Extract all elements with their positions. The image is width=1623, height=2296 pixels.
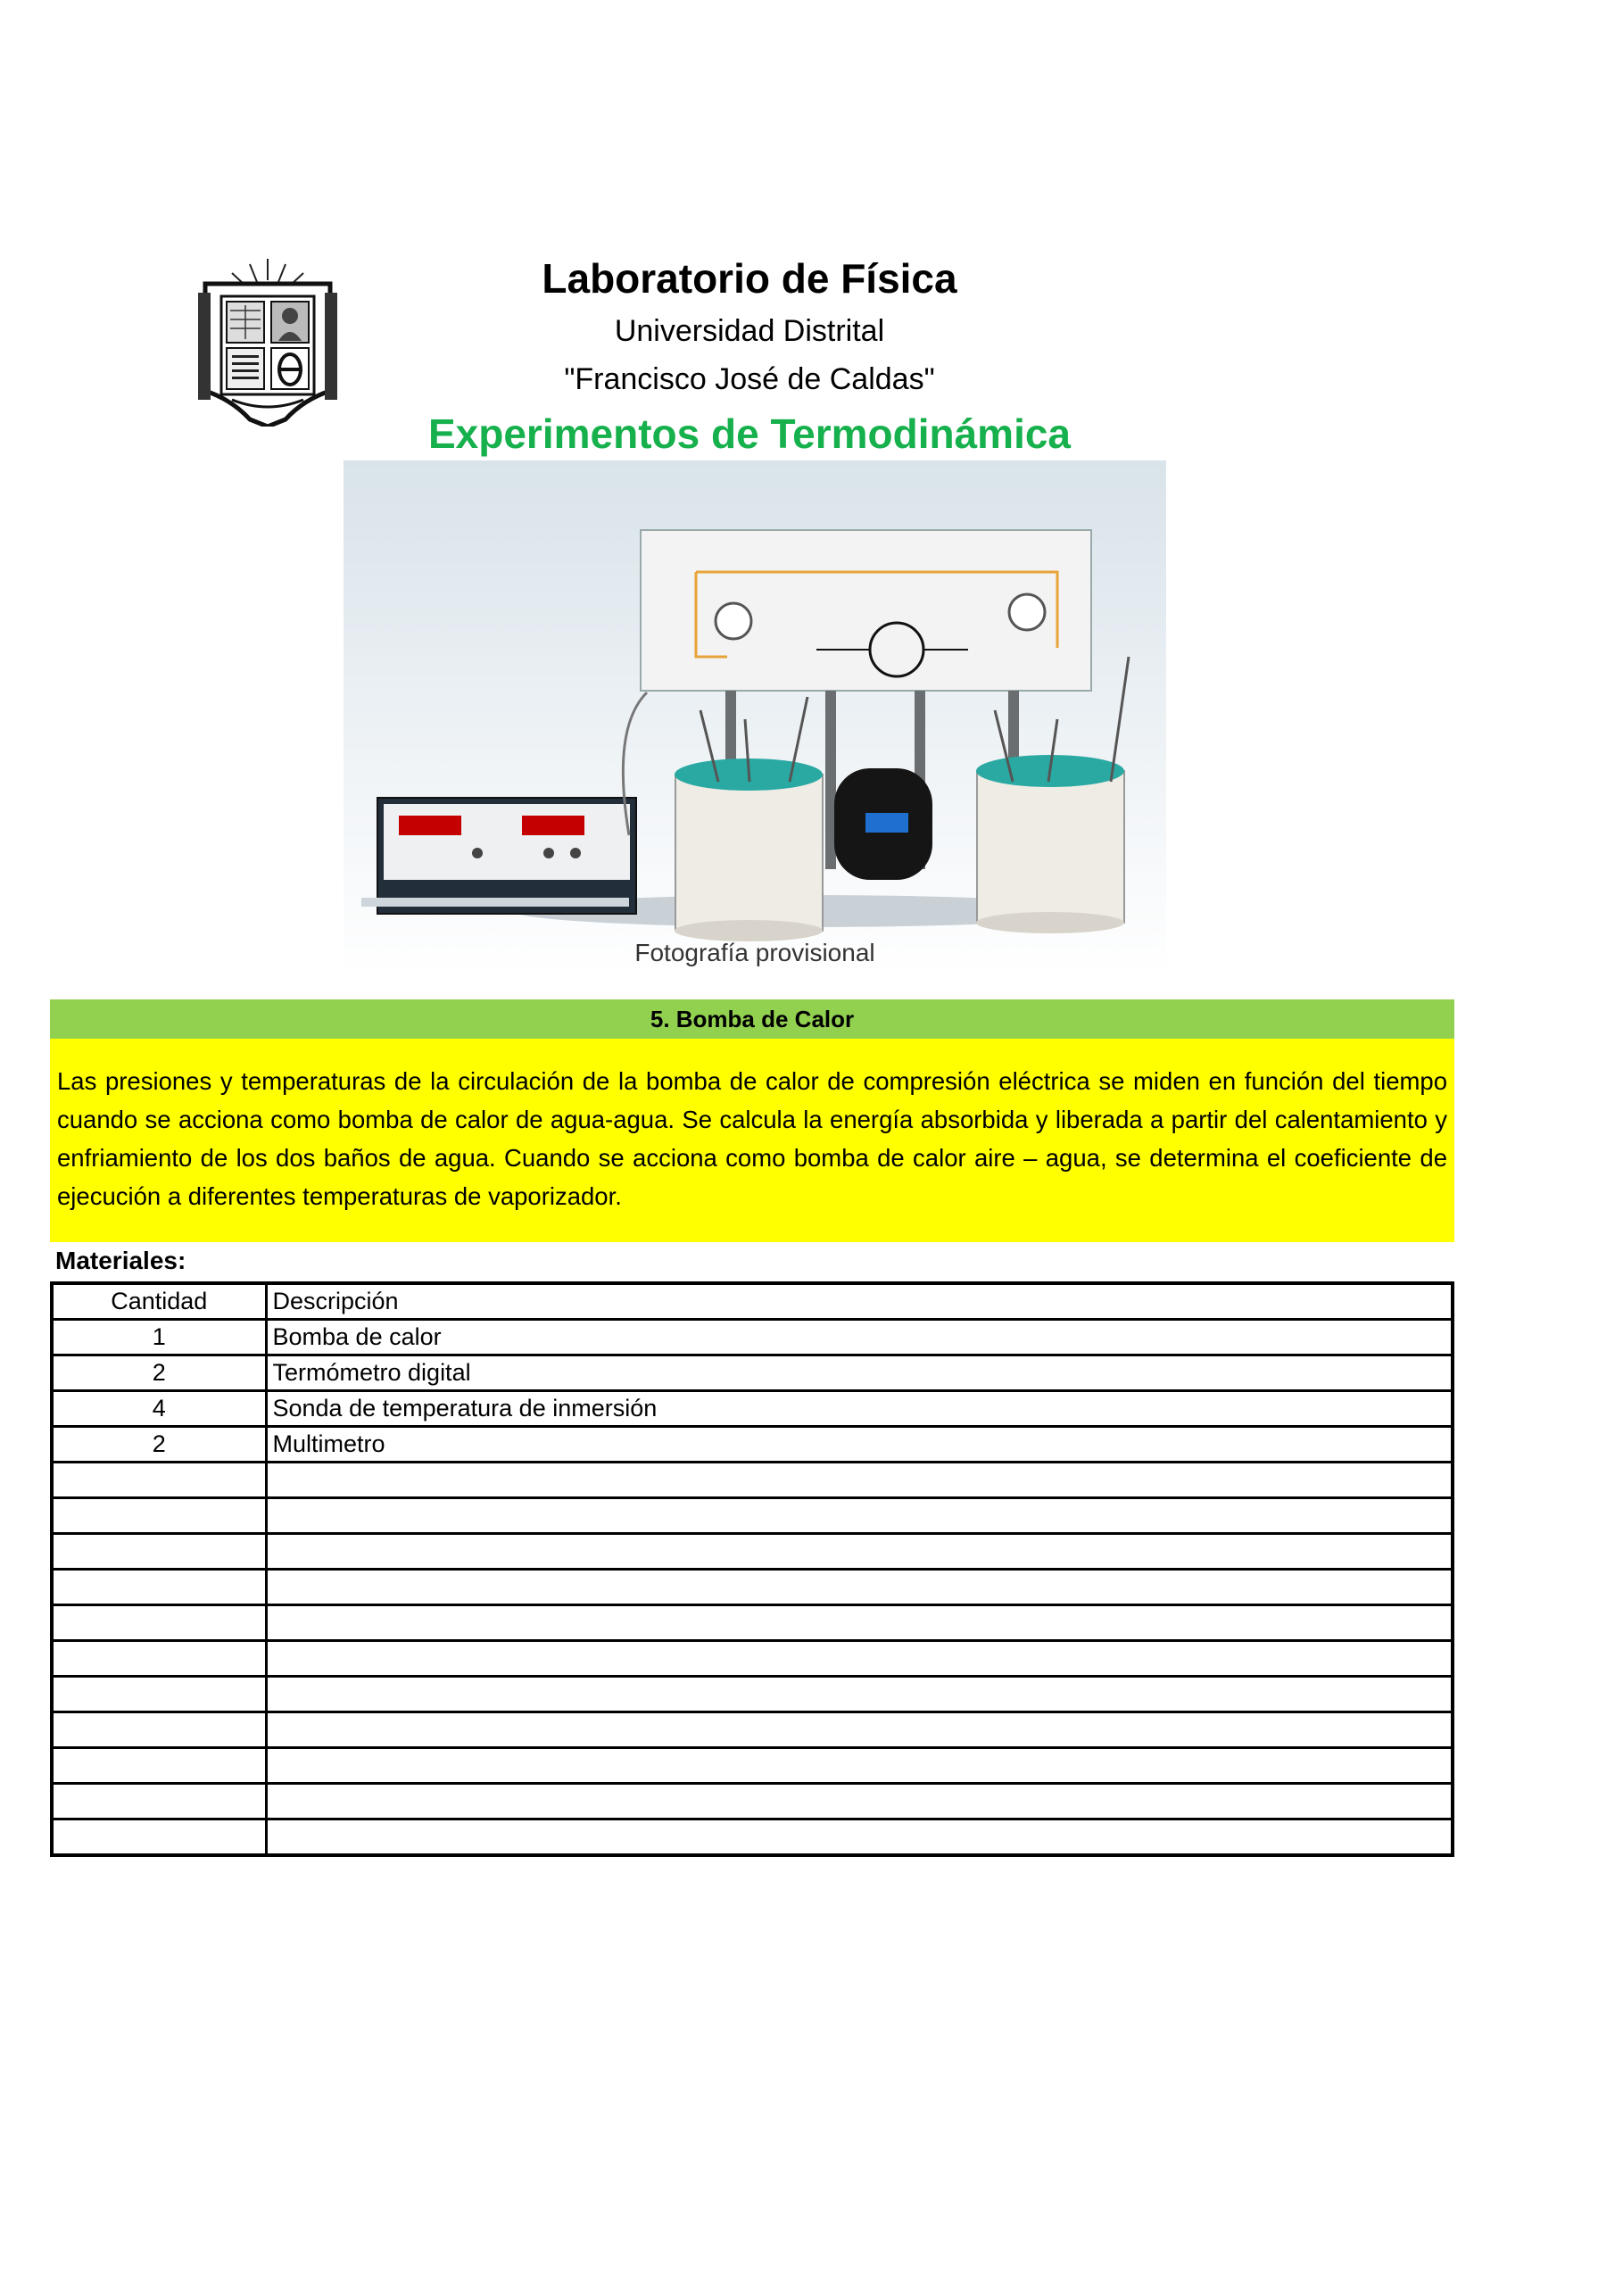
quantity-cell bbox=[52, 1641, 266, 1677]
university-crest-icon bbox=[196, 257, 339, 427]
table-row bbox=[52, 1677, 1453, 1712]
quantity-cell bbox=[52, 1677, 266, 1712]
description-cell bbox=[266, 1748, 1453, 1784]
experiments-title: Experimentos de Termodinámica bbox=[427, 410, 1072, 457]
table-row bbox=[52, 1784, 1453, 1819]
description-cell bbox=[266, 1605, 1453, 1641]
section-title: 5. Bomba de Calor bbox=[50, 999, 1454, 1039]
header bbox=[339, 250, 1160, 462]
table-row bbox=[52, 1712, 1453, 1748]
description-cell: Multimetro bbox=[266, 1427, 1453, 1463]
quantity-cell bbox=[52, 1784, 266, 1819]
description-cell bbox=[266, 1819, 1453, 1856]
table-row bbox=[52, 1534, 1453, 1570]
university-label: Universidad Distrital bbox=[614, 314, 885, 348]
quantity-cell bbox=[52, 1570, 266, 1605]
description-cell bbox=[266, 1712, 1453, 1748]
table-row bbox=[52, 1320, 1453, 1355]
photo-caption: Fotografía provisional bbox=[634, 939, 875, 966]
table-row bbox=[52, 1570, 1453, 1605]
description-cell bbox=[266, 1498, 1453, 1534]
quantity-cell bbox=[52, 1498, 266, 1534]
quantity-cell: 4 bbox=[52, 1391, 266, 1427]
table-row bbox=[52, 1355, 1453, 1391]
description-cell bbox=[266, 1534, 1453, 1570]
quantity-cell: 2 bbox=[52, 1427, 266, 1463]
table-row bbox=[52, 1819, 1453, 1856]
page-title: Laboratorio de Física bbox=[542, 255, 957, 302]
materials-label: Materiales: bbox=[55, 1247, 186, 1274]
table-row bbox=[52, 1498, 1453, 1534]
table-row bbox=[52, 1641, 1453, 1677]
column-header-quantity: Cantidad bbox=[52, 1283, 266, 1320]
description-cell bbox=[266, 1677, 1453, 1712]
column-header-description: Descripción bbox=[266, 1283, 1453, 1320]
university-name: "Francisco José de Caldas" bbox=[564, 362, 935, 396]
experiment-description: Las presiones y temperaturas de la circulación de la bomba de calor de compresión eléctrica se miden en función del tiempo cuando se acciona como bomba de calor de agua-agua. Se calcula la energía absorbida y liberada a partir del calentamiento y enfriamiento de los dos baños de agua. Cuando se acciona como bomba de calor aire – agua, se determina el coeficiente de ejecución a diferentes temperaturas de vaporizador. bbox=[50, 1039, 1454, 1242]
description-cell bbox=[266, 1463, 1453, 1498]
table-row bbox=[52, 1391, 1453, 1427]
quantity-cell: 2 bbox=[52, 1355, 266, 1391]
quantity-cell bbox=[52, 1534, 266, 1570]
description-cell bbox=[266, 1641, 1453, 1677]
table-row bbox=[52, 1427, 1453, 1463]
description-cell: Termómetro digital bbox=[266, 1355, 1453, 1391]
quantity-cell bbox=[52, 1712, 266, 1748]
table-row bbox=[52, 1463, 1453, 1498]
materials-table bbox=[50, 1281, 1454, 1857]
description-cell bbox=[266, 1784, 1453, 1819]
table-row bbox=[52, 1748, 1453, 1784]
equipment-photo bbox=[344, 460, 1166, 978]
description-cell: Bomba de calor bbox=[266, 1320, 1453, 1355]
quantity-cell bbox=[52, 1605, 266, 1641]
quantity-cell bbox=[52, 1463, 266, 1498]
table-row bbox=[52, 1605, 1453, 1641]
description-cell: Sonda de temperatura de inmersión bbox=[266, 1391, 1453, 1427]
description-cell bbox=[266, 1570, 1453, 1605]
quantity-cell bbox=[52, 1748, 266, 1784]
quantity-cell: 1 bbox=[52, 1320, 266, 1355]
quantity-cell bbox=[52, 1819, 266, 1856]
table-header-row bbox=[52, 1283, 1453, 1320]
